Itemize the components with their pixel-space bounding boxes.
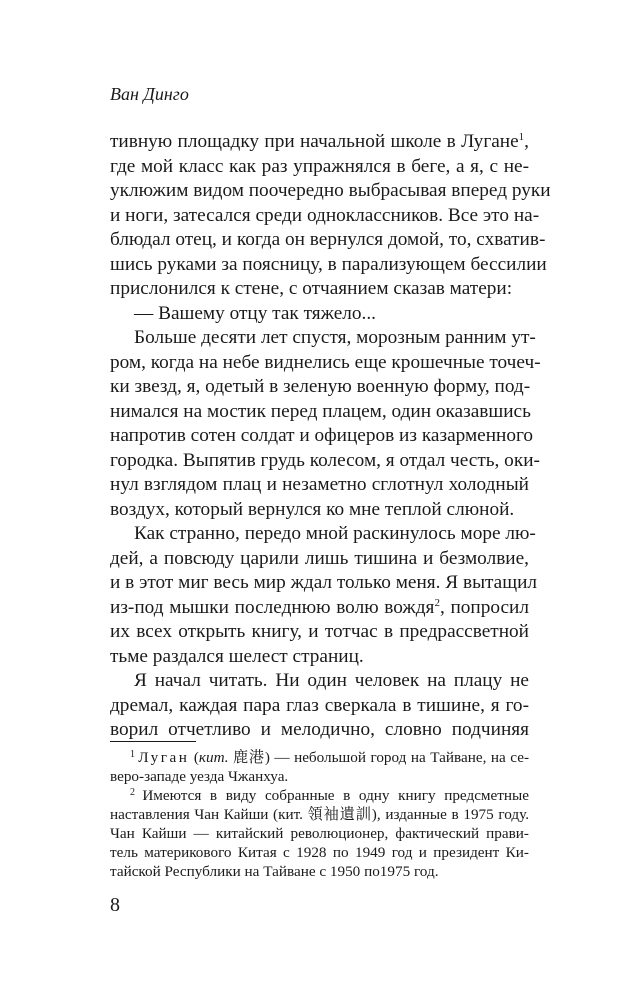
text-line (110, 620, 529, 645)
footnote-1-line (110, 767, 529, 786)
footnote-separator (110, 741, 196, 742)
text-line (110, 204, 540, 229)
footnote-text: веро-западе уезда Чжанхуа. (110, 768, 289, 785)
line-text: и ноги, затесался среди одноклассников. Все это на- (110, 204, 540, 226)
footnote-2-line (110, 805, 529, 824)
line-text: шись руками за поясницу, в парализующем бессилии (110, 253, 547, 275)
footnotes (110, 748, 529, 881)
footnote-text: наставления Чан Кайши (кит. 領袖遺訓), изданные в 1975 году. (110, 806, 529, 823)
line-text: городка. Выпятив грудь колесом, я отдал честь, оки- (110, 449, 540, 471)
text-line (110, 571, 538, 596)
footnote-1-line: $^1$ Луган (кит. 鹿港) — небольшой город на Тайване, на се- (130, 749, 529, 766)
text-line (110, 155, 529, 180)
line-text: ки звезд, я, одетый в зеленую военную форму, под- (110, 376, 531, 397)
footnote-2-line (110, 862, 529, 881)
text-line (110, 179, 551, 204)
footnote-text: 鹿港) — небольшой город на Тайване, на се- (228, 749, 529, 766)
line-text: тьме раздался шелест страниц. (110, 645, 364, 667)
text-line (110, 400, 529, 425)
line-text: тивную площадку при начальной школе в Лугане (110, 131, 519, 152)
footnote-text: Чан Кайши — китайский революционер, фактический прави- (110, 825, 529, 842)
footnote-term: Луган (138, 749, 190, 766)
footnote-abbrev: кит. (198, 749, 229, 766)
footnote-number: 1 (130, 749, 139, 760)
line-text-continued: , попросил (439, 596, 529, 618)
text-line (110, 302, 529, 327)
line-text: где мой класс как раз упражнялся в беге, а я, с не- (110, 155, 529, 177)
line-text: Я начал читать. Ни один человек на плацу не (134, 670, 529, 691)
text-line (110, 277, 529, 302)
line-text: напротив сотен солдат и офицеров из казарменного (110, 425, 534, 446)
text-line (110, 253, 547, 278)
footnote-number: 2 (130, 787, 143, 798)
text-line (110, 130, 529, 155)
line-text: прислонился к стене, с отчаянием сказав матери: (110, 278, 513, 299)
page-number: 8 (110, 894, 120, 916)
footnote-2-line (110, 786, 529, 805)
line-text: нимался на мостик перед плацем, один оказавшись (110, 400, 531, 422)
line-text: их всех открыть книгу, и тотчас в предрассветной (110, 621, 529, 642)
line-text: Больше десяти лет спустя, морозным ранним ут- (134, 327, 536, 348)
body-text (110, 130, 551, 743)
text-line (110, 228, 546, 253)
text-line (110, 547, 529, 572)
footnote-2-line (110, 824, 529, 843)
line-text: и в этот миг весь мир ждал только меня. Я вытащил (110, 572, 538, 593)
text-line (110, 424, 534, 449)
footnote-text: тайской Республики на Тайване с 1950 по1975 год. (110, 863, 439, 880)
line-text: дремал, каждая пара глаз сверкала в тишине, я го- (110, 694, 529, 716)
line-text: ворил отчетливо и мелодично, словно подчиняя (110, 719, 529, 740)
text-line (110, 326, 536, 351)
line-text: из-под мышки последнюю волю вождя (110, 596, 435, 618)
text-line (110, 498, 529, 523)
footnote-text: тель материкового Китая с 1928 по 1949 год и президент Ки- (110, 844, 529, 861)
text-line (110, 375, 529, 400)
text-line (110, 669, 529, 694)
line-text: нул взглядом плац и незаметно сглотнул холодный (110, 474, 529, 495)
footnote-2-line (110, 843, 529, 862)
text-line (110, 449, 540, 474)
line-text: — Вашему отцу так тяжело... (134, 302, 376, 324)
text-line (110, 473, 529, 498)
line-text: блюдал отец, и когда он вернулся домой, то, схватив- (110, 229, 546, 250)
running-head-author: Ван Динго (110, 84, 189, 104)
footnote-text: Имеются в виду собранные в одну книгу предсметные (142, 787, 529, 804)
line-text: уклюжим видом поочередно выбрасывая вперед руки (110, 180, 551, 201)
line-text-continued: , (524, 131, 529, 152)
line-text: ром, когда на небе виднелись еще крошечные точеч- (110, 351, 541, 373)
footnote-reference[interactable]: 1 (518, 131, 525, 143)
text-line (110, 694, 529, 719)
text-line (110, 351, 541, 376)
text-line (110, 718, 529, 743)
text-line (110, 596, 529, 621)
footnote-reference[interactable]: 2 (434, 596, 440, 609)
line-text: дей, а повсюду царили лишь тишина и безмолвие, (110, 547, 529, 569)
line-text: воздух, который вернулся ко мне теплой слюной. (110, 498, 515, 520)
text-line (110, 645, 529, 670)
text-line (110, 522, 536, 547)
line-text: Как странно, передо мной раскинулось море лю- (134, 523, 536, 544)
